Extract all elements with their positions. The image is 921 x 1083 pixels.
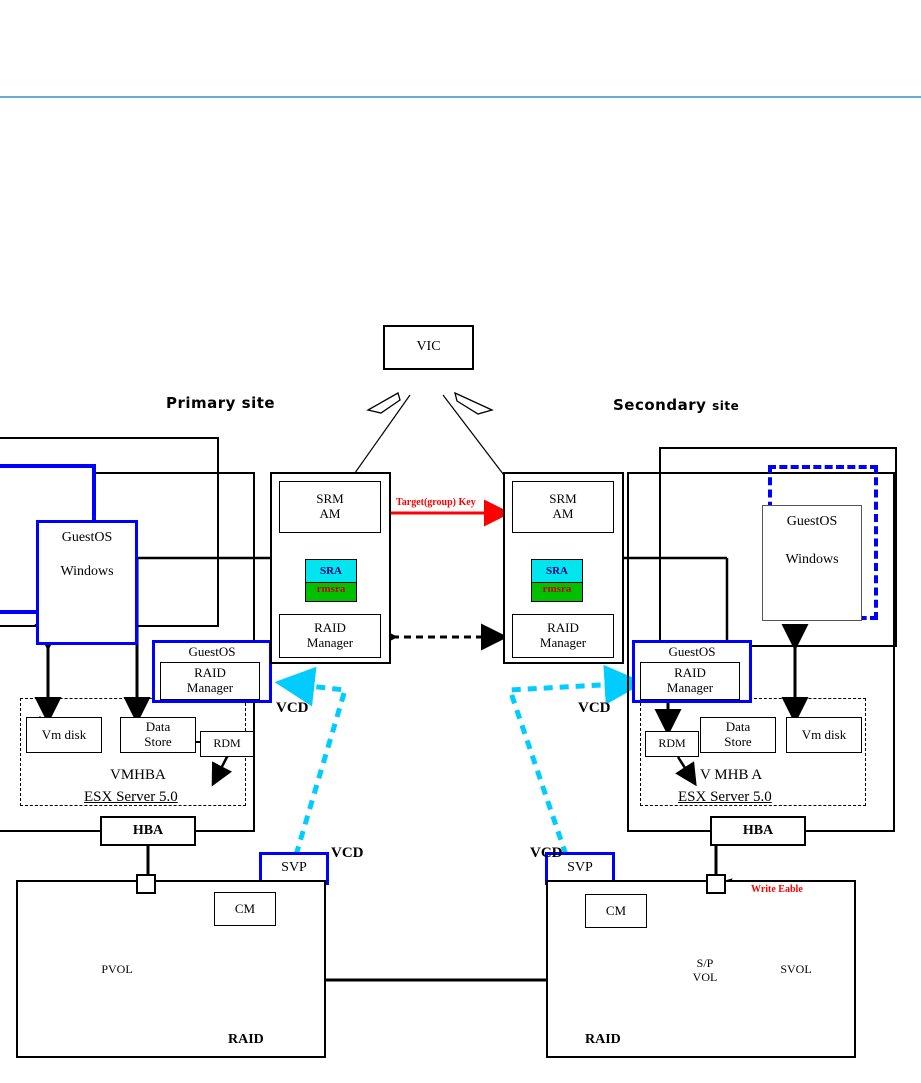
primary-guest-rm-l2: Manager xyxy=(186,680,234,695)
primary-raid-label: RAID xyxy=(228,1032,264,1047)
secondary-vmdisk-label: Vm disk xyxy=(801,726,847,742)
secondary-svp-label: SVP xyxy=(567,860,593,876)
vcd-label-2: VCD xyxy=(578,700,611,716)
secondary-sra-label: SRA xyxy=(545,564,568,577)
secondary-raid-label: RAID xyxy=(585,1032,621,1047)
vcd-label-1: VCD xyxy=(276,700,309,716)
spvol-label xyxy=(680,955,730,987)
secondary-hba-label: HBA xyxy=(742,822,774,838)
secondary-guest-rm-l2: Manager xyxy=(666,680,714,695)
pvol-label: PVOL xyxy=(101,962,133,977)
secondary-datastore-l1: Data xyxy=(725,719,751,735)
secondary-site-title-main: Secondary xyxy=(613,396,707,414)
secondary-srm-l2: AM xyxy=(552,506,574,521)
primary-rdm-label: RDM xyxy=(213,736,241,751)
primary-guestos-label: GuestOS xyxy=(61,529,113,545)
primary-esx-label: ESX Server 5.0 xyxy=(84,789,178,805)
primary-rm-l1: RAID xyxy=(314,620,346,636)
secondary-datastore-label xyxy=(700,717,776,753)
secondary-guestos-os-label: Windows xyxy=(785,551,839,567)
primary-raid-frame xyxy=(16,880,326,1058)
primary-guest-raidmanager-label xyxy=(160,662,260,700)
secondary-site-title-suffix: site xyxy=(712,399,740,413)
secondary-guestos-label: GuestOS xyxy=(786,513,838,529)
vcd-label-4: VCD xyxy=(530,845,563,861)
primary-svp-label: SVP xyxy=(281,860,307,876)
primary-datastore-l1: Data xyxy=(145,719,171,735)
secondary-rm-l1: RAID xyxy=(547,620,579,636)
secondary-guest-rm-l1: RAID xyxy=(674,665,706,681)
spvol-l2: VOL xyxy=(692,970,718,984)
primary-srm-am-label xyxy=(279,481,381,533)
primary-guestos-os-label: Windows xyxy=(60,563,114,579)
secondary-site-title xyxy=(613,396,739,414)
secondary-rdm-label: RDM xyxy=(658,736,686,751)
primary-srm-l1: SRM xyxy=(316,491,344,507)
secondary-guestos-rm-title: GuestOS xyxy=(668,643,716,659)
secondary-port-node[interactable] xyxy=(706,874,726,894)
secondary-esx-label: ESX Server 5.0 xyxy=(678,789,772,805)
secondary-datastore-l2: Store xyxy=(724,734,752,749)
primary-datastore-l2: Store xyxy=(144,734,172,749)
secondary-guest-raidmanager-label xyxy=(640,662,740,700)
primary-datastore-label xyxy=(120,717,196,753)
secondary-rmsra-label: rmsra xyxy=(542,582,572,595)
primary-raidmanager-label xyxy=(279,614,381,658)
primary-cm-label: CM xyxy=(234,900,256,916)
target-group-key-label: Target(group) Key xyxy=(396,497,476,508)
svol-label: SVOL xyxy=(780,962,812,977)
primary-vmdisk-label: Vm disk xyxy=(41,726,87,742)
primary-rm-l2: Manager xyxy=(306,635,354,650)
secondary-srm-am-label xyxy=(512,481,614,533)
secondary-raidmanager-label xyxy=(512,614,614,658)
secondary-rm-l2: Manager xyxy=(539,635,587,650)
primary-rmsra-label: rmsra xyxy=(316,582,346,595)
primary-hba-label: HBA xyxy=(132,822,164,838)
primary-guestos-rm-title: GuestOS xyxy=(188,643,236,659)
spvol-l1: S/P xyxy=(696,956,714,971)
secondary-cm-label: CM xyxy=(605,902,627,918)
vcd-label-3: VCD xyxy=(331,845,364,861)
primary-site-title: Primary site xyxy=(166,394,276,412)
primary-vmhba-label: VMHBA xyxy=(110,767,166,783)
secondary-srm-l1: SRM xyxy=(549,491,577,507)
write-enable-label: Write Eable xyxy=(751,884,803,895)
secondary-vmhba-label: V MHB A xyxy=(700,767,763,783)
vic-label: VIC xyxy=(416,339,441,355)
primary-guest-rm-l1: RAID xyxy=(194,665,226,681)
primary-sra-label: SRA xyxy=(319,564,342,577)
primary-srm-l2: AM xyxy=(319,506,341,521)
primary-port-node[interactable] xyxy=(136,874,156,894)
